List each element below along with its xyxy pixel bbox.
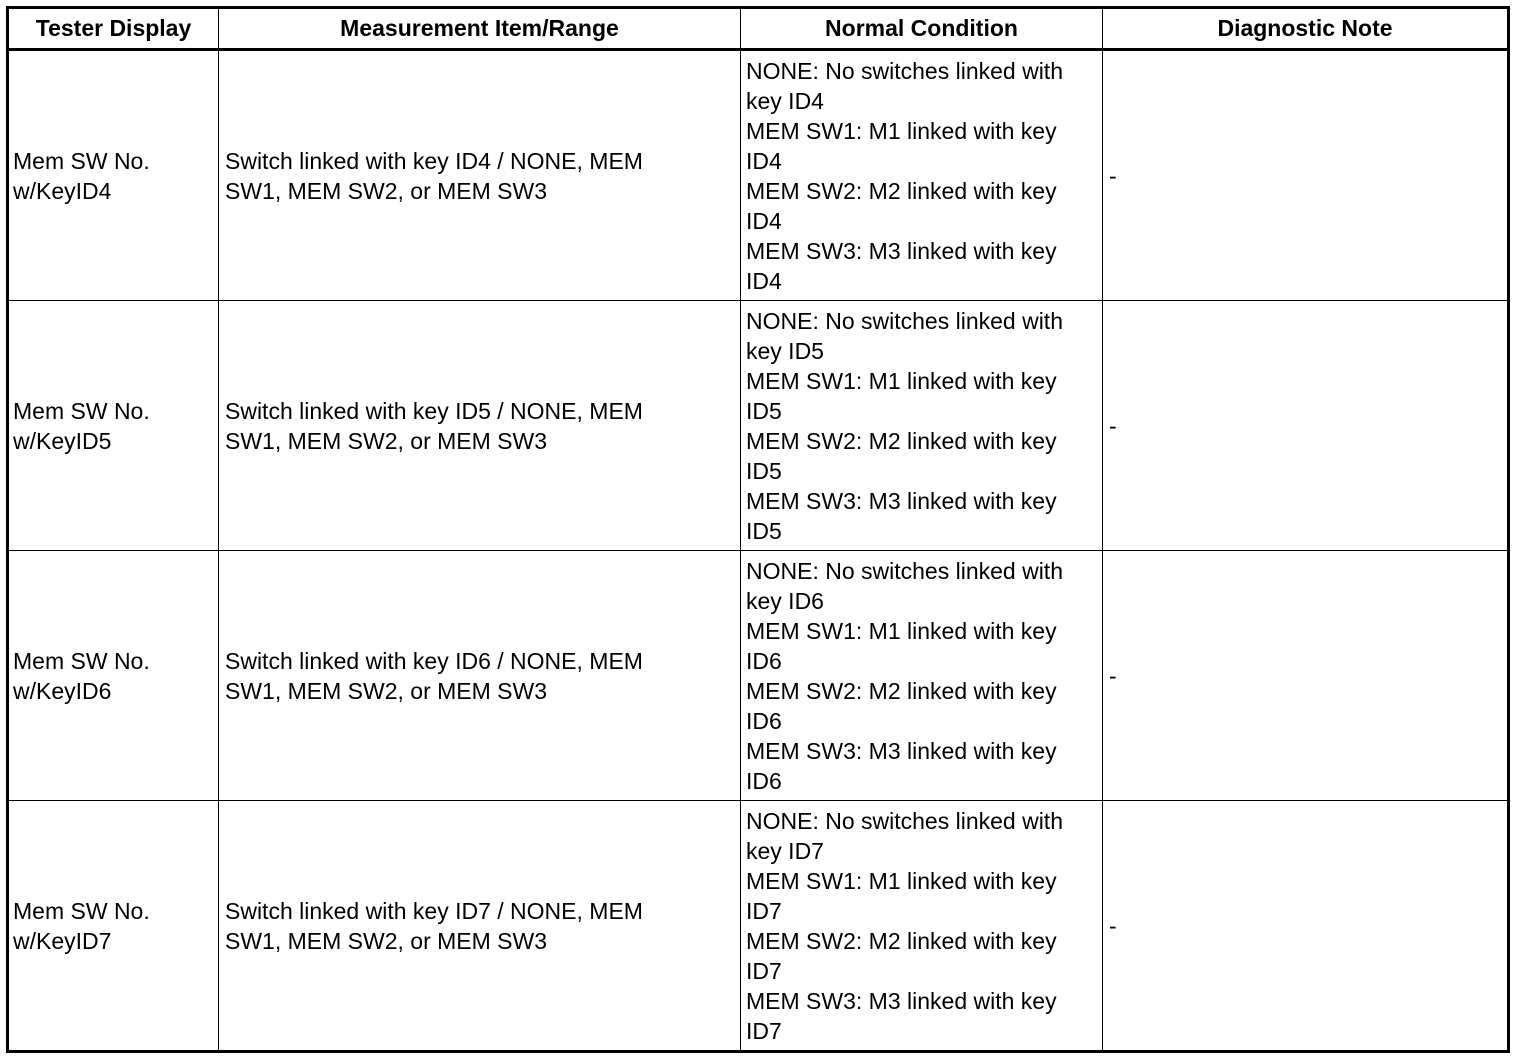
normal-condition-line: NONE: No switches linked with <box>746 57 1063 84</box>
measurement-cell <box>219 551 741 801</box>
measurement-cell <box>219 301 741 551</box>
tester-display-line: w/KeyID4 <box>13 177 112 204</box>
normal-condition-line: ID6 <box>746 707 782 734</box>
measurement-line: Switch linked with key ID6 / NONE, MEM <box>225 647 643 674</box>
normal-condition-line: ID7 <box>746 1017 782 1044</box>
normal-condition-line: key ID5 <box>746 337 824 364</box>
normal-condition-line: MEM SW1: M1 linked with key <box>746 117 1057 144</box>
normal-condition-cell <box>741 50 1103 301</box>
measurement-line: Switch linked with key ID4 / NONE, MEM <box>225 147 643 174</box>
normal-condition-line: NONE: No switches linked with <box>746 807 1063 834</box>
normal-condition-line: ID4 <box>746 267 782 294</box>
table-body <box>8 50 1509 1052</box>
header-row <box>8 8 1509 50</box>
table-row <box>8 301 1509 551</box>
normal-condition-line: key ID7 <box>746 837 824 864</box>
tester-display-line: Mem SW No. <box>13 897 150 924</box>
normal-condition-line: ID6 <box>746 647 782 674</box>
normal-condition-line: ID5 <box>746 457 782 484</box>
table-row <box>8 801 1509 1052</box>
normal-condition-line: ID5 <box>746 517 782 544</box>
tester-display-line: Mem SW No. <box>13 397 150 424</box>
tester-display-cell <box>8 301 219 551</box>
diagnostic-data-table <box>6 6 1510 1053</box>
normal-condition-line: NONE: No switches linked with <box>746 307 1063 334</box>
normal-condition-cell <box>741 801 1103 1052</box>
tester-display-cell <box>8 50 219 301</box>
measurement-line: SW1, MEM SW2, or MEM SW3 <box>225 927 548 954</box>
diagnostic-note-cell: - <box>1103 801 1509 1052</box>
normal-condition-line: ID5 <box>746 397 782 424</box>
measurement-cell <box>219 50 741 301</box>
tester-display-cell <box>8 801 219 1052</box>
header-diagnostic-note: Diagnostic Note <box>1103 8 1509 50</box>
normal-condition-line: MEM SW3: M3 linked with key <box>746 237 1057 264</box>
normal-condition-line: ID7 <box>746 897 782 924</box>
header-tester-display: Tester Display <box>8 8 219 50</box>
normal-condition-cell <box>741 301 1103 551</box>
normal-condition-line: MEM SW2: M2 linked with key <box>746 677 1057 704</box>
measurement-line: SW1, MEM SW2, or MEM SW3 <box>225 427 548 454</box>
normal-condition-line: MEM SW2: M2 linked with key <box>746 927 1057 954</box>
normal-condition-line: MEM SW2: M2 linked with key <box>746 177 1057 204</box>
normal-condition-line: NONE: No switches linked with <box>746 557 1063 584</box>
tester-display-cell <box>8 551 219 801</box>
tester-display-line: w/KeyID5 <box>13 427 112 454</box>
measurement-line: Switch linked with key ID5 / NONE, MEM <box>225 397 643 424</box>
normal-condition-line: MEM SW1: M1 linked with key <box>746 617 1057 644</box>
normal-condition-line: MEM SW3: M3 linked with key <box>746 987 1057 1014</box>
tester-display-line: Mem SW No. <box>13 147 150 174</box>
normal-condition-line: ID6 <box>746 767 782 794</box>
table-header <box>8 8 1509 50</box>
normal-condition-line: MEM SW2: M2 linked with key <box>746 427 1057 454</box>
tester-display-line: w/KeyID7 <box>13 927 112 954</box>
table-row <box>8 50 1509 301</box>
tester-display-line: w/KeyID6 <box>13 677 112 704</box>
normal-condition-line: ID4 <box>746 147 782 174</box>
diagnostic-note-cell: - <box>1103 301 1509 551</box>
tester-display-line: Mem SW No. <box>13 647 150 674</box>
table-row <box>8 551 1509 801</box>
normal-condition-line: MEM SW3: M3 linked with key <box>746 737 1057 764</box>
normal-condition-line: MEM SW3: M3 linked with key <box>746 487 1057 514</box>
normal-condition-line: key ID6 <box>746 587 824 614</box>
diagnostic-note-cell: - <box>1103 50 1509 301</box>
normal-condition-cell <box>741 551 1103 801</box>
normal-condition-line: MEM SW1: M1 linked with key <box>746 367 1057 394</box>
measurement-line: SW1, MEM SW2, or MEM SW3 <box>225 177 548 204</box>
normal-condition-line: MEM SW1: M1 linked with key <box>746 867 1057 894</box>
header-normal-condition: Normal Condition <box>741 8 1103 50</box>
normal-condition-line: ID7 <box>746 957 782 984</box>
normal-condition-line: ID4 <box>746 207 782 234</box>
diagnostic-note-cell: - <box>1103 551 1509 801</box>
header-measurement-item-range: Measurement Item/Range <box>219 8 741 50</box>
measurement-cell <box>219 801 741 1052</box>
normal-condition-line: key ID4 <box>746 87 824 114</box>
measurement-line: Switch linked with key ID7 / NONE, MEM <box>225 897 643 924</box>
measurement-line: SW1, MEM SW2, or MEM SW3 <box>225 677 548 704</box>
